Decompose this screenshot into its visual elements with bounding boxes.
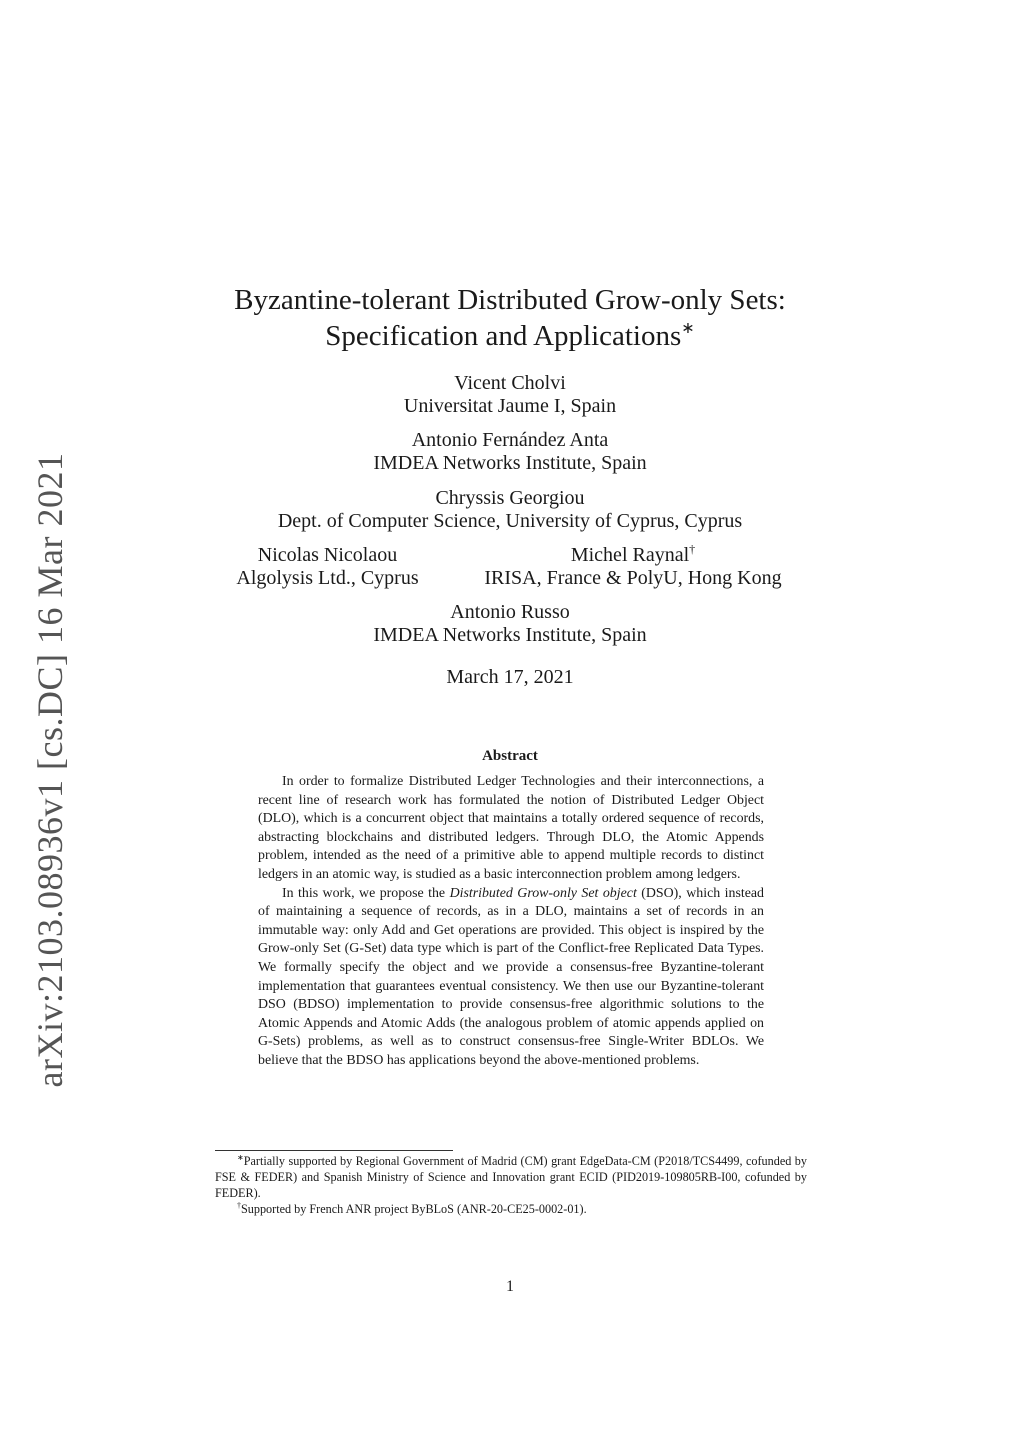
footnote [215, 1153, 807, 1201]
abstract-text: In this work, we propose the [282, 885, 450, 901]
title-footnote-mark: ∗ [681, 320, 695, 337]
author-block [310, 429, 710, 475]
author-affiliation: IMDEA Networks Institute, Spain [373, 452, 647, 474]
footnote-divider [215, 1150, 453, 1151]
page-number: 1 [506, 1278, 514, 1295]
author-affiliation: IRISA, France & PolyU, Hong Kong [484, 567, 782, 589]
author-affiliation: IMDEA Networks Institute, Spain [373, 624, 647, 646]
abstract-text: (DSO), which instead of maintaining a sequence of records, as in a DLO, maintains a set of records in an immutable way: only Add and Get operations are provided. This object is inspired by the Grow-only Set (G-Set) data type which is part of the Conflict-free Replicated Data Types. We formally specify the object and we provide a consensus-free Byzantine-tolerant implementation that guarantees eventual consistency. We then use our Byzantine-tolerant DSO (BDSO) implementation to provide consensus-free algorithmic solutions to the Atomic Appends and Atomic Adds (the analogous problem of atomic appends applied on G-Sets) problems, as well as to construct consensus-free Single-Writer BDLOs. We believe that the BDSO has applications beyond the above-mentioned problems. [258, 885, 764, 1068]
abstract-paragraph: In order to formalize Distributed Ledger Technologies and their interconnections, a recent line of research work has formulated the notion of Distributed Ledger Object (DLO), which is a concurrent object that maintains a totally ordered sequence of records, abstracting blockchains and distributed ledgers. Through DLO, the Atomic Appends problem, intended as the need of a primitive able to append multiple records to distinct ledgers in an atomic way, is studied as a basic interconnection problem among ledgers. [258, 774, 764, 882]
paper-date: March 17, 2021 [446, 666, 574, 688]
abstract-heading: Abstract [482, 748, 538, 764]
author-block [310, 601, 710, 647]
author-name: Nicolas Nicolaou [257, 544, 398, 566]
author-name: Vicent Cholvi [454, 372, 566, 394]
author-name: Antonio Fernández Anta [411, 429, 609, 451]
author-block [458, 544, 808, 590]
abstract-body [258, 773, 764, 1071]
author-name [458, 544, 808, 567]
abstract-emphasis: Distributed Grow-only Set object [449, 885, 637, 901]
paper-title [140, 282, 880, 354]
author-affiliation: Dept. of Computer Science, University of Cyprus, Cyprus [277, 510, 743, 532]
title-line-2-text: Specification and Applications [325, 320, 682, 352]
abstract-paragraph [258, 885, 764, 1071]
title-line-2 [140, 318, 880, 354]
footnote-text: Partially supported by Regional Government of Madrid (CM) grant EdgeData-CM (P2018/TCS4499, cofunded by FSE & FEDER) and Spanish Ministry of Science and Innovation grant ECID (PID2019-109805RB-I00, cofunded by FEDER). [215, 1154, 807, 1200]
footnote-mark: ∗ [237, 1153, 244, 1162]
arxiv-stamp-text: arXiv:2103.08936v1 [cs.DC] 16 Mar 2021 [30, 452, 70, 1088]
footnote-mark: † [237, 1201, 241, 1210]
author-footnote-mark: † [689, 542, 696, 556]
author-name: Chryssis Georgiou [435, 487, 585, 509]
author-affiliation: Algolysis Ltd., Cyprus [236, 567, 419, 589]
author-block [215, 544, 440, 590]
author-block [210, 487, 810, 533]
author-affiliation: Universitat Jaume I, Spain [403, 395, 617, 417]
author-name: Antonio Russo [450, 601, 570, 623]
title-line-1: Byzantine-tolerant Distributed Grow-only Sets: [234, 284, 786, 316]
author-block [310, 372, 710, 418]
author-name-text: Michel Raynal [570, 544, 690, 566]
footnote [215, 1201, 807, 1217]
footnote-text: Supported by French ANR project ByBLoS (ANR-20-CE25-0002-01). [241, 1202, 587, 1216]
footnotes [215, 1153, 807, 1217]
